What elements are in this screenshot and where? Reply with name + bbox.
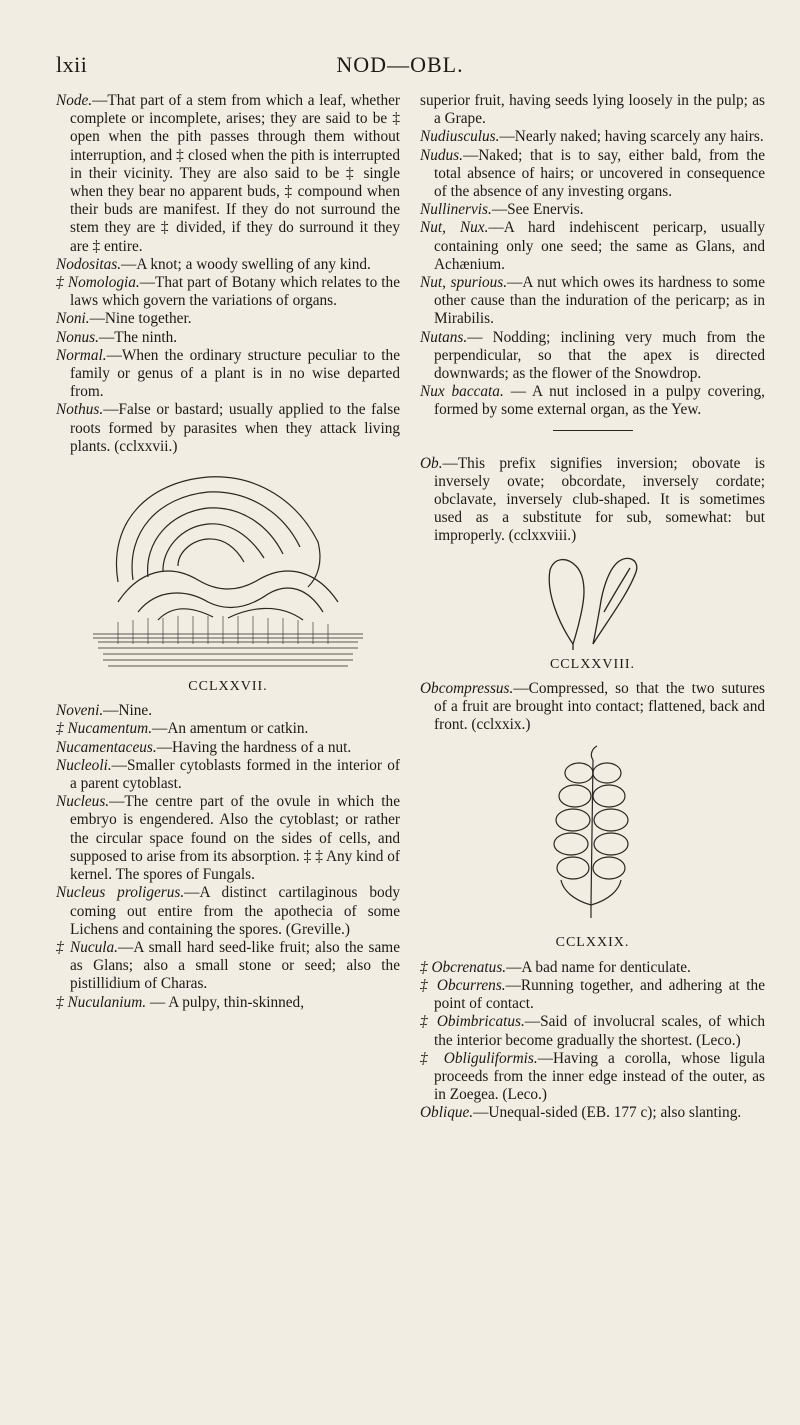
entry-term: Nodositas. <box>56 255 122 273</box>
entry-term: Oblique. <box>420 1104 474 1122</box>
entry-definition: superior fruit, having seeds lying loosely in the pulp; as a Grape. <box>420 92 765 128</box>
entry-definition: — A pulpy, thin-skinned, <box>146 993 305 1011</box>
figure-caption: CCLXXVIII. <box>549 656 636 672</box>
entry-term: Nucamentaceus. <box>56 738 157 756</box>
entry-term: Nothus. <box>56 401 104 419</box>
entry-term: ‡ Nucula. <box>56 938 119 956</box>
dictionary-entry <box>56 256 400 274</box>
dictionary-entry <box>56 757 400 793</box>
entry-term: Noni. <box>56 310 90 328</box>
entry-term: ‡ Nomologia. <box>56 274 140 292</box>
entry-list <box>56 92 400 456</box>
dictionary-entry <box>56 347 400 402</box>
dictionary-entry <box>420 1104 765 1122</box>
entry-list <box>420 959 765 1123</box>
entry-list <box>420 92 765 420</box>
page-number: lxii <box>56 52 88 77</box>
dictionary-entry <box>420 680 765 735</box>
entry-definition: —Having a corolla, whose ligula proceeds from the inner edge instead of the outer, as in Zoegea. (Leco.) <box>434 1049 765 1104</box>
section-divider <box>553 430 633 431</box>
entry-term: Noveni. <box>56 702 104 720</box>
entry-definition: —Having the hardness of a nut. <box>156 738 352 756</box>
dictionary-entry <box>56 994 400 1012</box>
entry-definition: —False or bastard; usually applied to the false roots formed by parasites when they attack living plants. (cclxxvii.) <box>70 401 400 455</box>
entry-term: Nut, spurious. <box>420 274 508 292</box>
dictionary-entry <box>56 92 400 256</box>
dictionary-entry <box>56 702 400 720</box>
entry-definition: —Smaller cytoblasts formed in the interior of a parent cytoblast. <box>70 756 400 793</box>
obcordate-leaf-illustration <box>518 552 668 652</box>
figure-cclxxviii <box>420 552 765 652</box>
dictionary-entry <box>420 455 765 546</box>
entry-term: Node. <box>56 92 93 109</box>
dictionary-entry <box>56 401 400 456</box>
entry-definition: — A nut inclosed in a pulpy covering, formed by some external organ, as the Yew. <box>434 383 765 419</box>
dictionary-entry <box>420 977 765 1013</box>
entry-term: ‡ Obliguliformis. <box>420 1049 538 1067</box>
dictionary-entry <box>56 720 400 738</box>
entry-definition: — Nodding; inclining very much from the perpendicular, so that the apex is directed downwards; as the flower of the Snowdrop. <box>434 328 765 383</box>
entry-term: Nucleus proligerus. <box>56 884 185 902</box>
entry-term: Nucleoli. <box>56 756 112 774</box>
dictionary-entry <box>420 147 765 202</box>
entry-term: Nux baccata. <box>420 383 504 401</box>
dictionary-entry <box>420 383 765 419</box>
figure-caption: CCLXXVII. <box>188 679 268 695</box>
entry-list <box>420 455 765 546</box>
entry-term: ‡ Nuculanium. <box>56 993 147 1011</box>
entry-definition: —Unequal-sided (EB. 177 c); also slanting. <box>473 1104 742 1122</box>
dictionary-entry <box>56 739 400 757</box>
entry-term: Nudus. <box>420 146 463 164</box>
entry-term: Obcompressus. <box>420 679 514 697</box>
entry-definition: —Said of involucral scales, of which the interior become gradually the shortest. (Leco.) <box>434 1013 765 1049</box>
dictionary-entry <box>56 939 400 994</box>
entry-term: Nudiusculus. <box>420 128 500 146</box>
entry-definition: —Running together, and adhering at the point of contact. <box>434 976 765 1013</box>
entry-definition: —The ninth. <box>98 328 178 346</box>
entry-definition: —That part of Botany which relates to the laws which govern the variations of organs. <box>70 274 400 310</box>
left-column <box>56 92 400 1012</box>
dictionary-entry <box>420 1013 765 1049</box>
entry-term: Ob. <box>420 454 443 472</box>
entry-term: Nullinervis. <box>420 201 492 219</box>
dictionary-entry <box>420 201 765 219</box>
entry-definition: —Nearly naked; having scarcely any hairs. <box>499 128 764 146</box>
entry-definition: —An amentum or catkin. <box>152 720 309 738</box>
entry-definition: —A distinct cartilaginous body coming out entire from the apothecia of some Lichens and containing the spores. (Greville.) <box>70 884 400 938</box>
entry-definition: —Nine. <box>103 702 153 720</box>
figure-cclxxvii <box>56 462 400 674</box>
dictionary-entry <box>420 1050 765 1105</box>
dictionary-entry <box>56 310 400 328</box>
right-column <box>420 92 765 1123</box>
entry-term: Nonus. <box>56 328 99 346</box>
dictionary-entry <box>420 274 765 329</box>
entry-definition: —Naked; that is to say, either bald, from the total absence of hairs; or uncovered in consequence of the absence of any investing organs. <box>434 146 765 201</box>
entry-definition: —That part of a stem from which a leaf, whether complete or incomplete, arises; they are said to be ‡ open when the pith passes through them without interruption, and ‡ closed when the pith is interrupted in their vicinity. They are also said to be ‡ single when they bear no apparent buds, ‡ compound when their buds are manifest. If they do not surround the stem they are ‡ divided, if they do surround it they are ‡ entire. <box>70 92 400 255</box>
entry-term: Nutans. <box>420 328 468 346</box>
entry-definition: —This prefix signifies inversion; obovate is inversely ovate; obcordate, inversely cordate; obclavate, inversely club-shaped. It is sometimes used as a substitute for sub, somewhat: but improperly. (cclxxviii.) <box>434 454 765 545</box>
entry-list <box>420 680 765 735</box>
entry-term: ‡ Obcurrens. <box>420 976 506 994</box>
entry-list <box>56 702 400 1011</box>
dictionary-entry <box>56 329 400 347</box>
entry-definition: —Compressed, so that the two sutures of a fruit are brought into contact; flattened, back and front. (cclxxix.) <box>434 679 765 734</box>
entry-term: Normal. <box>56 346 107 364</box>
entry-term: ‡ Obimbricatus. <box>420 1013 525 1031</box>
dictionary-entry <box>420 959 765 977</box>
figure-cclxxix <box>420 740 765 930</box>
entry-definition: —The centre part of the ovule in which the embryo is engendered. Also the cytoblast; or rather the circular space found on the sides of cells, and supposed to arise from its absorption. ‡ ‡ Any kind of kernel. The spores of Fungals. <box>70 793 400 884</box>
entry-definition: —A nut which owes its hardness to some other cause than the induration of the pericarp; as in Mirabilis. <box>434 274 765 328</box>
entry-term: ‡ Obcrenatus. <box>420 958 507 976</box>
entry-definition: —A knot; a woody swelling of any kind. <box>121 255 371 273</box>
dictionary-entry <box>56 884 400 939</box>
dictionary-entry <box>56 793 400 884</box>
dictionary-entry <box>420 329 765 384</box>
entry-term: ‡ Nucamentum. <box>56 720 153 738</box>
parasite-root-illustration <box>78 462 378 674</box>
entry-term: Nut, Nux. <box>420 219 489 237</box>
dictionary-entry <box>420 92 765 128</box>
entry-term: Nucleus. <box>56 793 110 811</box>
entry-definition: —When the ordinary structure peculiar to the family or genus of a plant is in no wise departed from. <box>70 346 400 401</box>
entry-definition: —Nine together. <box>89 310 192 328</box>
entry-definition: —A small hard seed-like fruit; also the same as Glans; also a small stone or seed; also the pistillidium of Charas. <box>70 938 400 993</box>
entry-definition: —A hard indehiscent pericarp, usually containing only one seed; the same as Glans, and Achænium. <box>434 219 765 273</box>
entry-definition: —A bad name for denticulate. <box>506 958 691 976</box>
dictionary-entry <box>420 128 765 146</box>
running-head: NOD—OBL. <box>336 52 464 77</box>
dictionary-entry <box>56 274 400 310</box>
entry-definition: —See Enervis. <box>491 201 584 219</box>
dictionary-entry <box>420 219 765 274</box>
obcompressed-fruit-illustration <box>533 740 653 930</box>
figure-caption: CCLXXIX. <box>555 935 630 951</box>
